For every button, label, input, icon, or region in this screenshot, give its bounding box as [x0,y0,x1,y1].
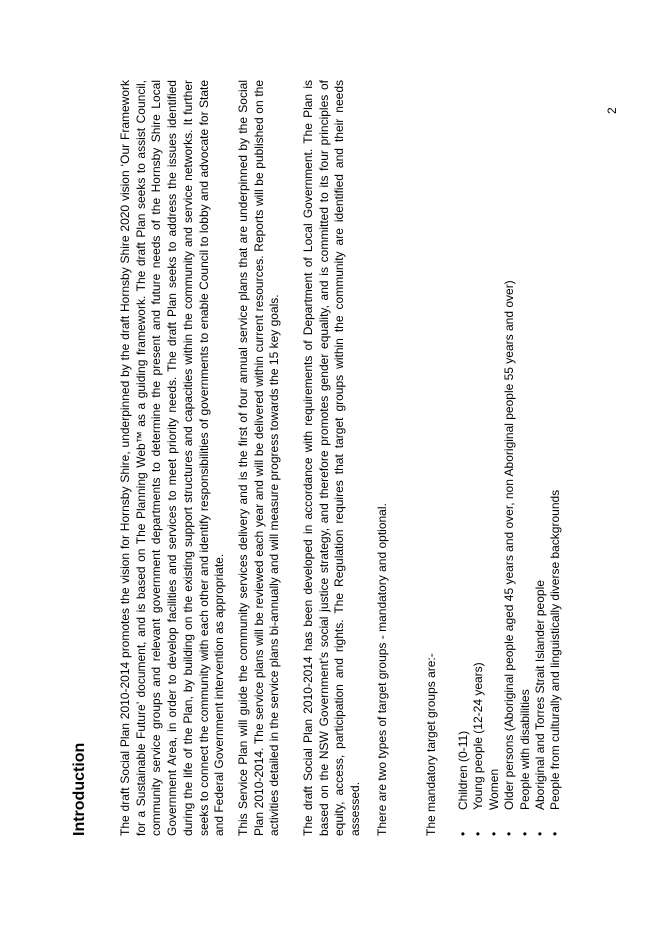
page-number: 2 [605,107,619,114]
bullet-icon: • [456,831,470,836]
paragraph-social-justice: The draft Social Plan 2010-2014 has been developed in accordance with requirements of Department of Local Government. The Plan is based on the NSW Government’s social justice strategy, and therefore promotes gender equality, and is committed to its four principles of equity, access, participation and rights. The Regulation requires that target groups within the community are identified and their needs assessed. [301,80,363,836]
bullet-icon: • [486,831,501,836]
paragraph-intro: The draft Social Plan 2010-2014 promotes the vision for Hornsby Shire, underpinned by the draft Hornsby Shire 2020 vision ‘Our Framework for a Sustainable Future’ document, and is based on The Planning Web™ as a guiding framework. The draft Plan seeks to assist Council, community service groups and relevant government departments to determine the present and future needs of the Hornsby Shire Local Government Area, in order to develop facilities and services to meet priority needs. The draft Plan seeks to address the issues identified during the life of the Plan, by building on the existing support structures and capacities within the community and service networks. It further seeks to connect the community with each other and identify responsibilities of governments to enable Council to lobby and advocate for State and Federal Government intervention as appropriate. [118,80,227,836]
list-item [456,76,471,836]
list-item [518,76,533,836]
list-item [471,76,486,836]
list-item-label: Aboriginal and Torres Strait Islander people [533,580,548,810]
list-item [487,76,502,836]
list-item [502,76,517,836]
bullet-icon: • [548,831,563,836]
list-item [533,76,548,836]
list-item-label: Young people (12-24 years) [471,662,486,810]
list-item-label: Older persons (Aboriginal people aged 45 years and over, non Aboriginal people 55 years and over) [502,280,517,810]
bullet-icon: • [471,831,486,836]
list-item [548,76,563,836]
page-title: Introduction [71,742,88,836]
paragraph-target-group-types: There are two types of target groups - mandatory and optional. [375,503,389,836]
bullet-icon: • [502,831,517,836]
bullet-icon: • [517,831,532,836]
list-item-label: Women [486,768,501,810]
paragraph-mandatory-intro: The mandatory target groups are:- [424,653,438,836]
list-item-label: Children (0-11) [456,730,470,810]
bullet-icon: • [533,831,548,836]
list-item-label: People from culturally and linguistically diverse backgrounds [548,489,563,810]
paragraph-service-plan: This Service Plan will guide the community services delivery and is the first of four annual service plans that are underpinned by the Social Plan 2010-2014. The service plans will be reviewed each year and will be delivered within current resources. Reports will be published on the activities detailed in the service plans bi-annually and will measure progress towards the 15 key goals. [236,80,282,836]
target-groups-list [456,76,564,836]
list-item-label: People with disabilities [517,689,532,810]
